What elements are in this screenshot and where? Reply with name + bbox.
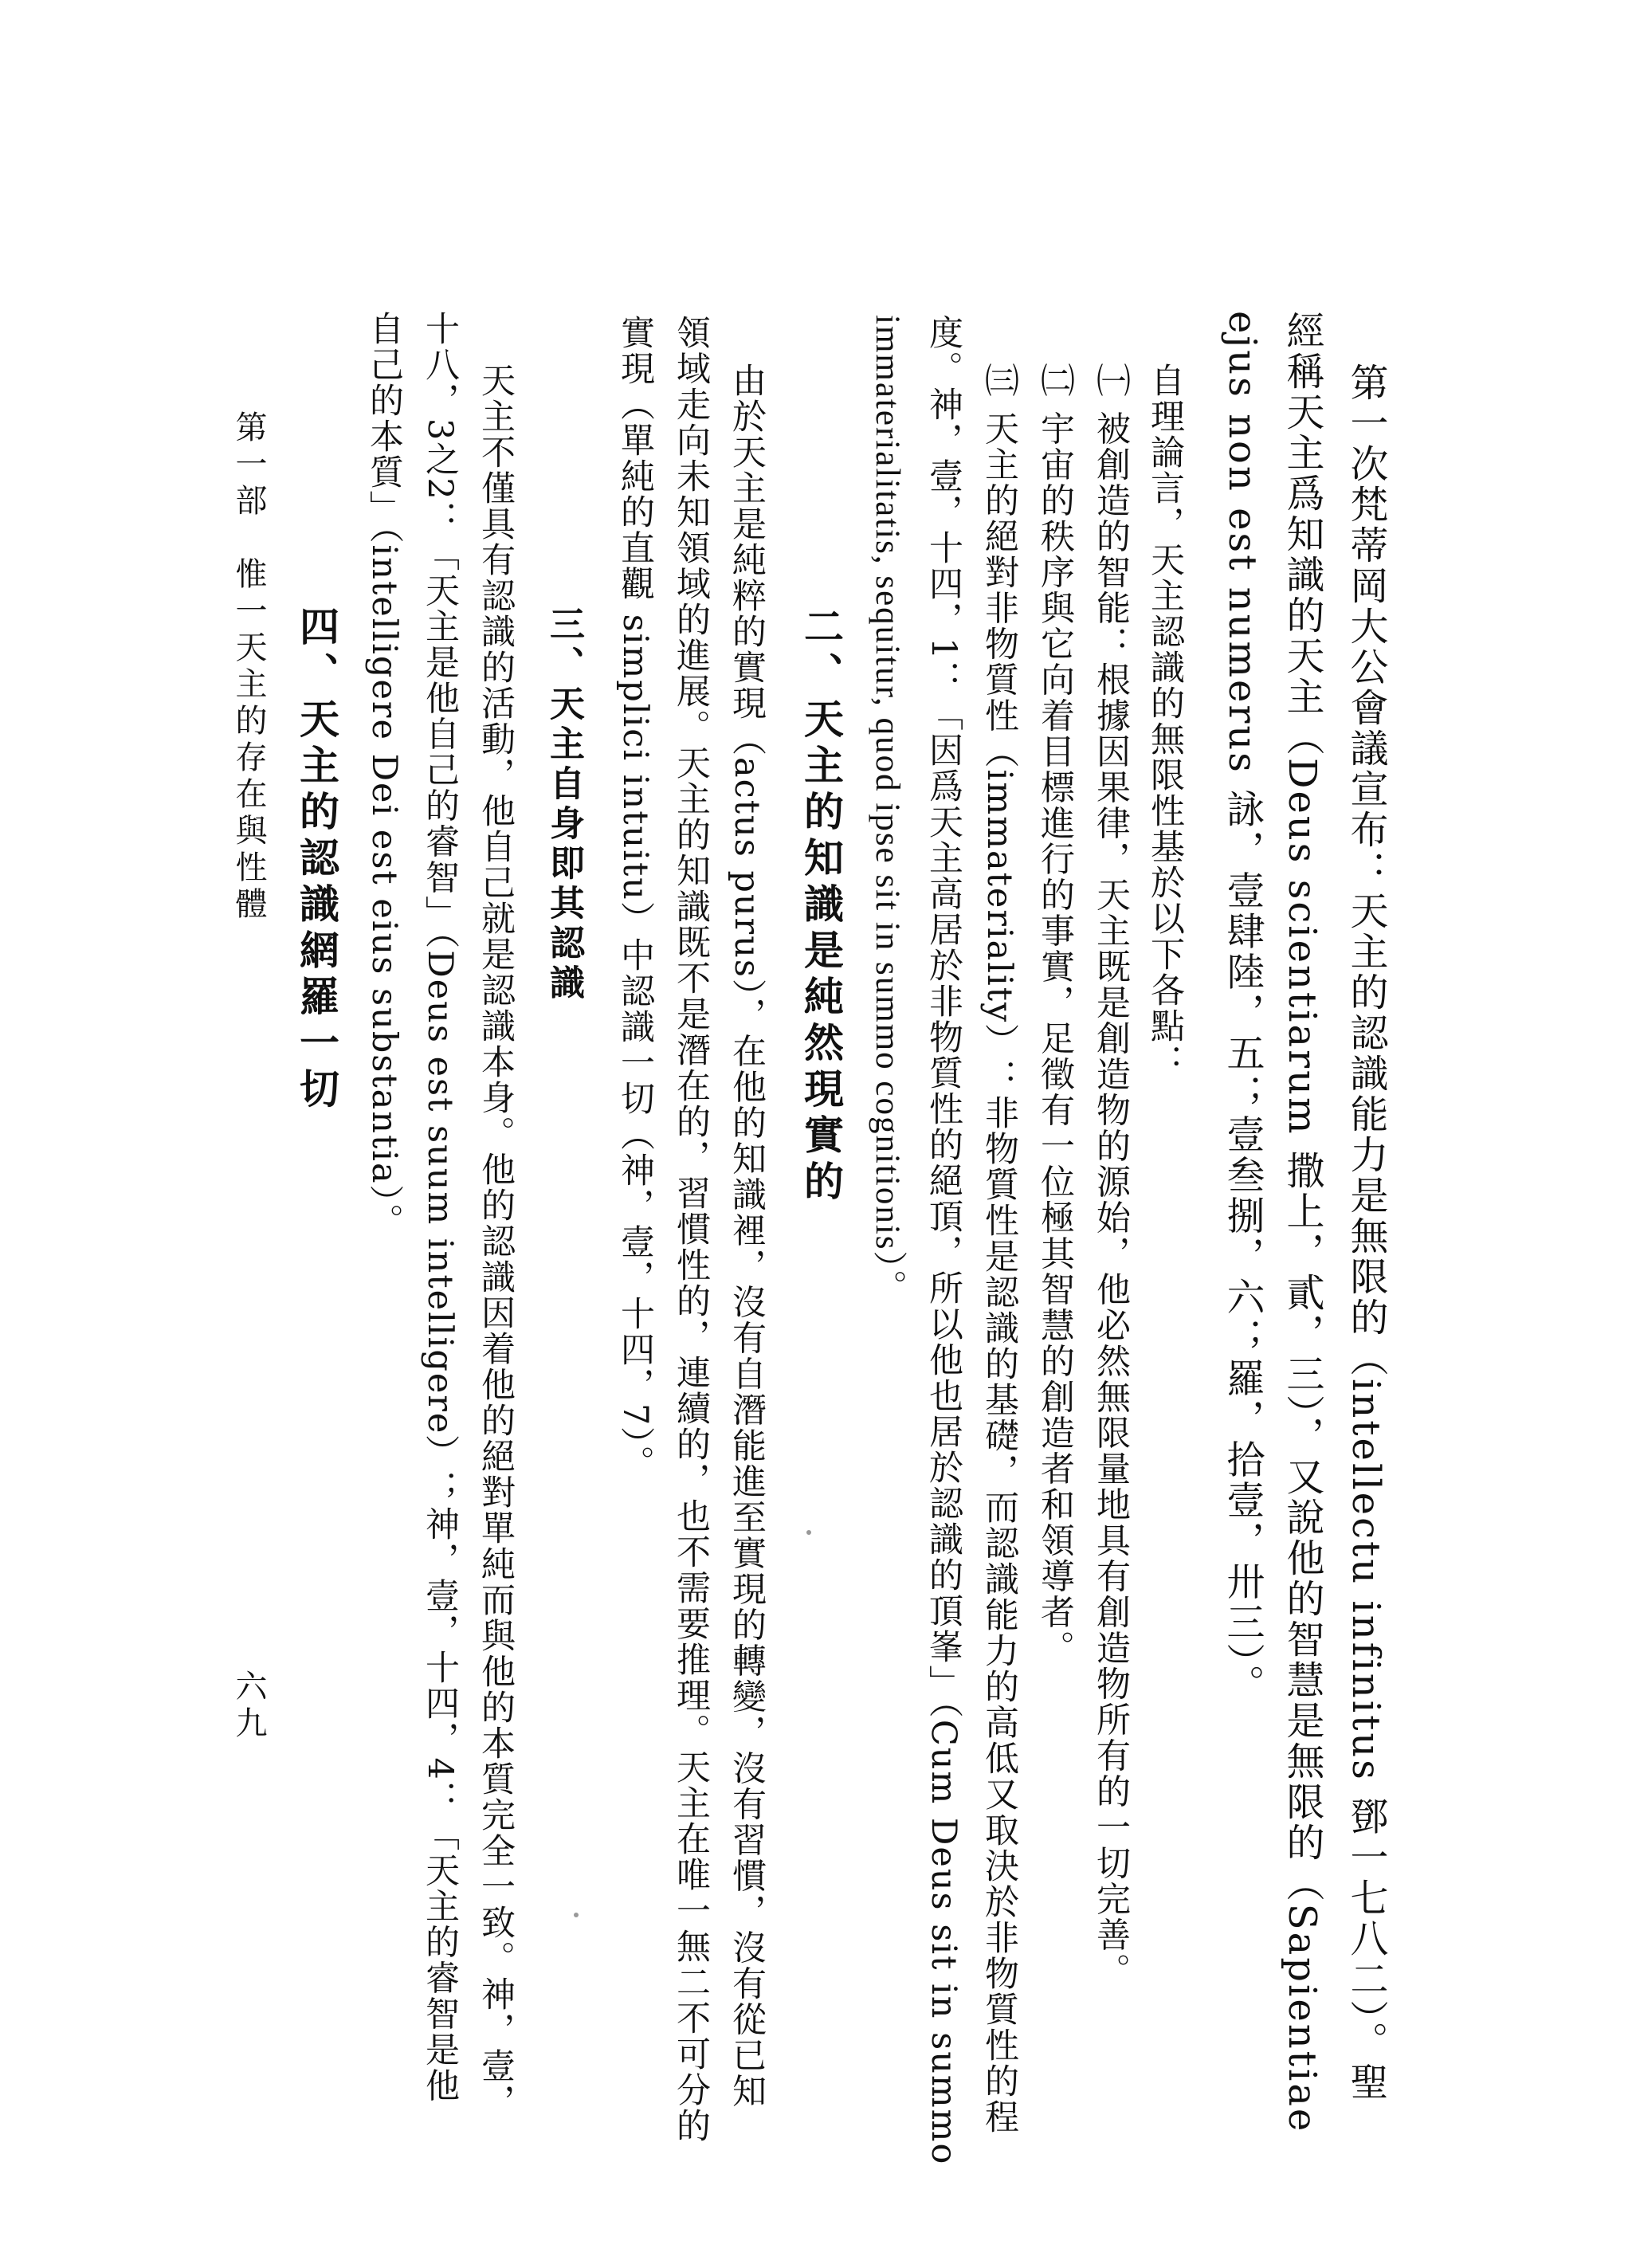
intro-line-3: ejus non est numerus 詠，壹肆陸，五；壹叁捌，六；羅，拾壹，卅三）。 [1220, 311, 1265, 1705]
section-2-line-1: 由於天主是純粹的實現（actus purus），在他的知識裡，沒有自潛能進至實現的轉變，沒有習慣，沒有從已知 [727, 363, 767, 2109]
section-2-line-2: 領域走向未知領域的進展。天主的知識既不是潛在的，習慣性的，連續的，也不需要推理。天主在唯一無二不可分的 [671, 315, 711, 2144]
section-2-heading: 二、天主的知識是純然現實的 [798, 606, 845, 1207]
intro-line-2: 經稱天主爲知識的天主（Deus scientiarum 撒上，貳，三），又說他的智慧是無限的（Sapientiae [1280, 311, 1324, 2134]
reason-item-3-line-3: immaterialitatis, sequitur, quod ipse sit in summo cognitionis）。 [869, 315, 906, 1305]
reason-item-3-line-1: ㈢ 天主的絕對非物質性（immateriality）：非物質性是認識的基礎，而認識能力的高低又取決於非物質性的程 [979, 363, 1019, 2136]
section-3-line-1: 天主不僅具有認識的活動，他自己就是認識本身。他的認識因着他的絕對單純而與他的本質完全一致。神，壹， [476, 363, 516, 2120]
scan-speck [806, 1530, 811, 1535]
section-3-heading: 三、天主自身即其認識 [543, 606, 584, 1004]
intro-line-1: 第一次梵蒂岡大公會議宣布：天主的認識能力是無限的（intellectu infinitus 鄧一七八二）。聖 [1344, 363, 1388, 2103]
reason-item-2: ㈡ 宇宙的秩序與它向着目標進行的事實，足徵有一位極其智慧的創造者和領導者。 [1035, 363, 1075, 1666]
section-3-line-3: 自己的本質」（intelligere Dei est eius substantia）。 [364, 311, 404, 1240]
section-2-line-3: 實現（單純的直觀 simplici intuitu）中認識一切（神，壹，十四，7）。 [615, 315, 655, 1481]
running-title: 第一部 惟一天主的存在與性體 [230, 410, 267, 924]
section-4-heading: 四、天主的認識網羅一切 [293, 606, 340, 1114]
scan-speck [574, 1913, 579, 1917]
reasons-intro: 自理論言，天主認識的無限性基於以下各點： [1145, 363, 1185, 1080]
page-number: 六九 [230, 1670, 267, 1743]
reason-item-3-line-2: 度。神，壹，十四，1：「因爲天主高居於非物質性的絕頂，所以他也居於認識的頂峯」（Cum Deus sit in summo [924, 315, 963, 2166]
reason-item-1: ㈠ 被創造的智能：根據因果律，天主既是創造物的源始，他必然無限量地具有創造物所有的一切完善。 [1091, 363, 1131, 1989]
section-3-line-2: 十八，3之2：「天主是他自己的睿智」（Deus est suum intelligere）；神，壹，十四，4：「天主的睿智是他 [420, 311, 460, 2104]
